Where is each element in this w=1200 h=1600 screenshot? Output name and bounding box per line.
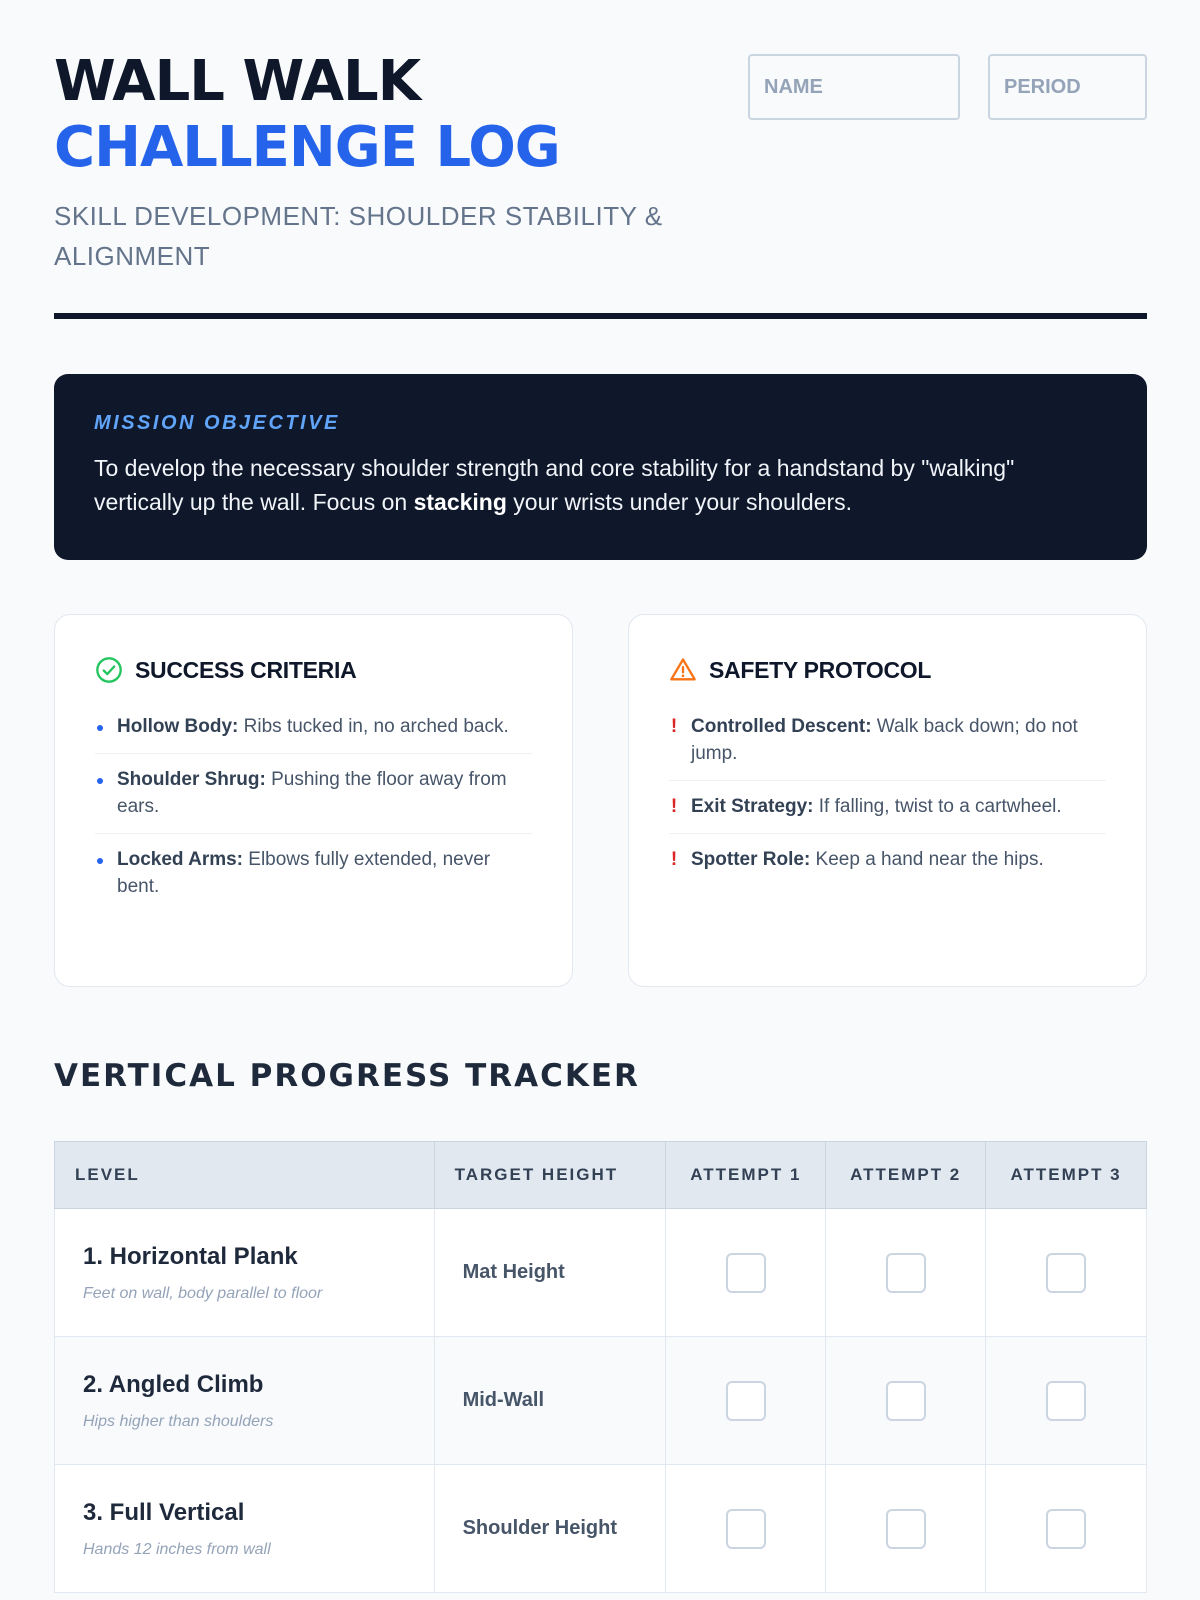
column-header-attempt-3: ATTEMPT 3 (986, 1142, 1147, 1209)
attempt-3-checkbox[interactable] (1046, 1253, 1086, 1293)
name-field[interactable] (748, 54, 960, 120)
attempt-cell (826, 1465, 986, 1593)
list-item (669, 701, 1106, 781)
attempt-1-checkbox[interactable] (726, 1381, 766, 1421)
level-description: Hands 12 inches from wall (83, 1540, 271, 1558)
column-header-target-height: TARGET HEIGHT (434, 1142, 666, 1209)
level-cell (55, 1465, 435, 1593)
header-divider (54, 313, 1147, 319)
check-circle-icon (95, 656, 123, 684)
attempt-1-checkbox[interactable] (726, 1253, 766, 1293)
attempt-cell (826, 1209, 986, 1337)
bullet-dot-icon (97, 778, 103, 784)
criteria-text: Elbows fully extended, never bent. (117, 849, 491, 897)
header (54, 0, 1147, 322)
success-criteria-card (54, 614, 573, 987)
title-line-1: WALL WALK (54, 49, 421, 114)
name-field-placeholder: NAME (764, 75, 823, 98)
bullet-dot-icon (97, 858, 103, 864)
safety-term: Exit Strategy: (691, 796, 814, 817)
target-height: Mat Height (434, 1209, 666, 1337)
exclamation-icon: ! (670, 849, 678, 870)
safety-text: Walk back down; do not jump. (691, 716, 1078, 764)
attempt-2-checkbox[interactable] (886, 1509, 926, 1549)
target-height: Mid-Wall (434, 1337, 666, 1465)
safety-text: If falling, twist to a cartwheel. (813, 796, 1062, 817)
criteria-term: Shoulder Shrug: (117, 769, 266, 790)
criteria-text: Pushing the floor away from ears. (117, 769, 507, 817)
attempt-3-checkbox[interactable] (1046, 1509, 1086, 1549)
period-field-placeholder: PERIOD (1004, 75, 1081, 98)
exclamation-icon: ! (670, 716, 678, 737)
bullet-dot-icon (97, 725, 103, 731)
safety-text: Keep a hand near the hips. (810, 849, 1044, 870)
subtitle: SKILL DEVELOPMENT: SHOULDER STABILITY & ALIGNMENT (54, 201, 663, 271)
attempt-2-checkbox[interactable] (886, 1381, 926, 1421)
safety-protocol-title: SAFETY PROTOCOL (709, 656, 932, 683)
success-criteria-title: SUCCESS CRITERIA (135, 656, 357, 683)
attempt-cell (986, 1465, 1147, 1593)
attempt-1-checkbox[interactable] (726, 1509, 766, 1549)
table-row (55, 1209, 1147, 1337)
safety-protocol-header (669, 655, 1106, 685)
attempt-cell (666, 1465, 826, 1593)
warning-triangle-icon (669, 656, 697, 684)
success-criteria-list (95, 701, 532, 913)
level-description: Hips higher than shoulders (83, 1412, 274, 1430)
level-name: 3. Full Vertical (83, 1498, 245, 1526)
mission-text-emphasis: stacking (413, 489, 507, 515)
level-name: 2. Angled Climb (83, 1370, 264, 1398)
target-height: Shoulder Height (434, 1465, 666, 1593)
list-item (95, 834, 532, 913)
mission-text-end: your wrists under your shoulders. (506, 489, 853, 515)
column-header-attempt-2: ATTEMPT 2 (826, 1142, 986, 1209)
criteria-text: Ribs tucked in, no arched back. (238, 716, 509, 737)
attempt-cell (826, 1337, 986, 1465)
column-header-attempt-1: ATTEMPT 1 (666, 1142, 826, 1209)
mission-text-start: To develop the necessary shoulder strength and core stability for a handstand by "walking" vertically up the wall. Focus on (94, 455, 1015, 515)
attempt-2-checkbox[interactable] (886, 1253, 926, 1293)
level-name: 1. Horizontal Plank (83, 1242, 298, 1270)
success-criteria-header (95, 655, 532, 685)
level-cell (55, 1337, 435, 1465)
attempt-cell (666, 1337, 826, 1465)
safety-protocol-list (669, 701, 1106, 886)
title-line-2: CHALLENGE LOG (54, 115, 560, 180)
worksheet-page (54, 0, 1147, 1558)
attempt-3-checkbox[interactable] (1046, 1381, 1086, 1421)
exclamation-icon: ! (670, 796, 678, 817)
criteria-term: Hollow Body: (117, 716, 239, 737)
attempt-cell (666, 1209, 826, 1337)
table-header-row (55, 1142, 1147, 1209)
safety-protocol-card (628, 614, 1147, 987)
attempt-cell (986, 1209, 1147, 1337)
safety-term: Spotter Role: (691, 849, 811, 870)
period-field[interactable] (988, 54, 1147, 120)
tracker-title: VERTICAL PROGRESS TRACKER (54, 1058, 640, 1094)
table-row (55, 1337, 1147, 1465)
table-row (55, 1465, 1147, 1593)
list-item (95, 701, 532, 754)
mission-text (94, 451, 1107, 519)
criteria-term: Locked Arms: (117, 849, 243, 870)
progress-tracker-table (54, 1141, 1147, 1593)
level-cell (55, 1209, 435, 1337)
safety-term: Controlled Descent: (691, 716, 872, 737)
list-item (669, 834, 1106, 886)
level-description: Feet on wall, body parallel to floor (83, 1284, 323, 1302)
attempt-cell (986, 1337, 1147, 1465)
mission-label: MISSION OBJECTIVE (94, 412, 340, 434)
list-item (669, 781, 1106, 834)
mission-objective-panel (54, 374, 1147, 560)
list-item (95, 754, 532, 834)
column-header-level: LEVEL (55, 1142, 435, 1209)
